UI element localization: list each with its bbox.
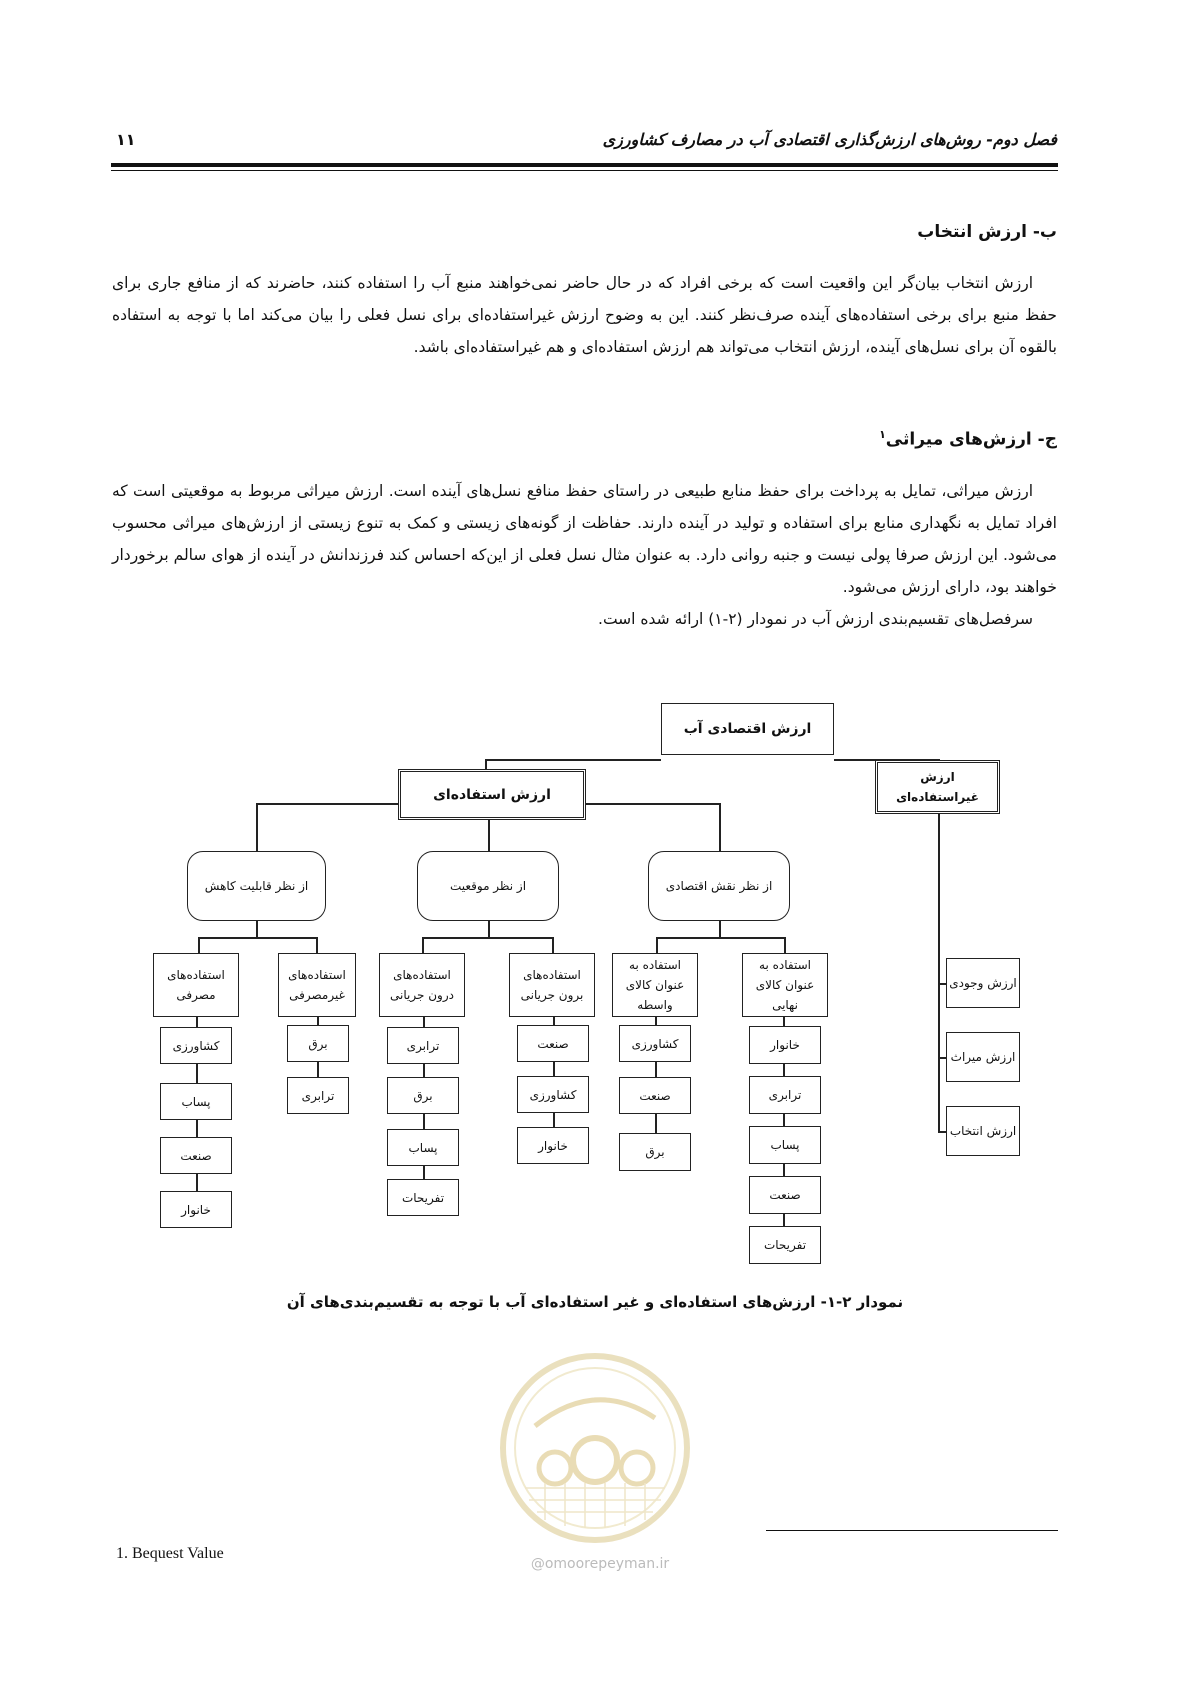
node-depletability: از نظر قابلیت کاهش: [187, 851, 326, 921]
item-agriculture: کشاورزی: [160, 1027, 232, 1064]
footnote-text: 1. Bequest Value: [116, 1545, 224, 1562]
item-industry: صنعت: [749, 1176, 821, 1214]
node-intermediate-good-use: استفاده به عنوان کالای واسطه: [612, 953, 698, 1017]
item-wastewater: پساب: [160, 1083, 232, 1120]
item-industry: صنعت: [619, 1077, 691, 1114]
node-final-good-use: استفاده به عنوان کالای نهایی: [742, 953, 828, 1017]
item-recreation: تفریحات: [749, 1226, 821, 1264]
item-household: خانوار: [749, 1026, 821, 1064]
item-bequest-value: ارزش میراث: [946, 1032, 1020, 1082]
node-economic-value: ارزش اقتصادی آب: [661, 703, 834, 755]
item-wastewater: پساب: [387, 1129, 459, 1166]
running-header-title: فصل دوم- روش‌های ارزش‌گذاری اقتصادی آب در مصارف کشاورزی: [602, 130, 1057, 149]
watermark-logo: [495, 1348, 695, 1548]
node-use-value: ارزش استفاده‌ای: [398, 769, 586, 820]
diagram-intro-text: سرفصل‌های تقسیم‌بندی ارزش آب در نمودار (۲-۱) ارائه شده است.: [598, 610, 1033, 628]
page-number: ۱۱: [116, 130, 136, 149]
item-industry: صنعت: [160, 1137, 232, 1174]
section-c-heading-text: ج- ارزش‌های میراثی: [885, 429, 1057, 450]
node-economic-role: از نظر نقش اقتصادی: [648, 851, 790, 921]
item-electricity: برق: [387, 1077, 459, 1114]
item-wastewater: پساب: [749, 1126, 821, 1164]
node-consumptive-use: استفاده‌های مصرفی: [153, 953, 239, 1017]
item-recreation: تفریحات: [387, 1179, 459, 1216]
item-electricity: برق: [287, 1025, 349, 1062]
item-agriculture: کشاورزی: [517, 1076, 589, 1113]
section-b-heading: ب- ارزش انتخاب: [917, 222, 1057, 242]
seal-icon: [495, 1348, 695, 1548]
item-agriculture: کشاورزی: [619, 1025, 691, 1062]
section-c-text: ارزش میراثی، تمایل به پرداخت برای حفظ منابع طبیعی در راستای حفظ منافع نسل‌های آینده است. ارزش میراثی مربوط به موقعیتی است که افراد تمایل به نگهداری منابع برای استفاده و تولید در آینده دارند. حفاظت از گونه‌های زیستی و کمک به تنوع زیستی از ارزش‌های میراثی محسوب می‌شود. این ارزش صرفا پولی نیست و جنبه روانی دارد. به عنوان مثال نسل فعلی از این‌که احساس کند فرزندانش در آینده از هوای سالم برخوردار خواهند بود، دارای ارزش می‌شود.: [112, 482, 1057, 596]
item-transport: ترابری: [749, 1076, 821, 1114]
watermark-site: @omoorepeyman.ir: [530, 1556, 670, 1572]
item-existence-value: ارزش وجودی: [946, 958, 1020, 1008]
node-location: از نظر موقعیت: [417, 851, 559, 921]
footnote-marker: ۱: [879, 428, 886, 441]
footnote-rule: [766, 1530, 1058, 1531]
item-transport: ترابری: [387, 1027, 459, 1064]
diagram-caption: نمودار ۲-۱- ارزش‌های استفاده‌ای و غیر استفاده‌ای آب با توجه به تقسیم‌بندی‌های آن: [286, 1293, 904, 1311]
section-b-text: ارزش انتخاب بیان‌گر این واقعیت است که برخی افراد که در حال حاضر نمی‌خواهند منبع آب را استفاده کنند، حاضرند که از منافع جاری برای حفظ منبع برای برخی استفاده‌های آینده صرف‌نظر کنند. این به وضوح ارزش غیراستفاده‌ای برای نسل فعلی را بیان می‌کند اما با توجه به استفاده بالقوه آن برای نسل‌های آینده، ارزش انتخاب می‌تواند هم ارزش استفاده‌ای و هم غیراستفاده‌ای باشد.: [112, 274, 1057, 356]
node-non-consumptive-use: استفاده‌های غیرمصرفی: [278, 953, 356, 1017]
node-non-use-value: ارزش غیراستفاده‌ای: [875, 760, 1000, 814]
item-industry: صنعت: [517, 1025, 589, 1062]
item-electricity: برق: [619, 1133, 691, 1171]
item-household: خانوار: [160, 1191, 232, 1228]
item-household: خانوار: [517, 1127, 589, 1164]
item-option-value: ارزش انتخاب: [946, 1106, 1020, 1156]
item-transport: ترابری: [287, 1077, 349, 1114]
node-in-stream-use: استفاده‌های درون جریانی: [379, 953, 465, 1017]
node-off-stream-use: استفاده‌های برون جریانی: [509, 953, 595, 1017]
